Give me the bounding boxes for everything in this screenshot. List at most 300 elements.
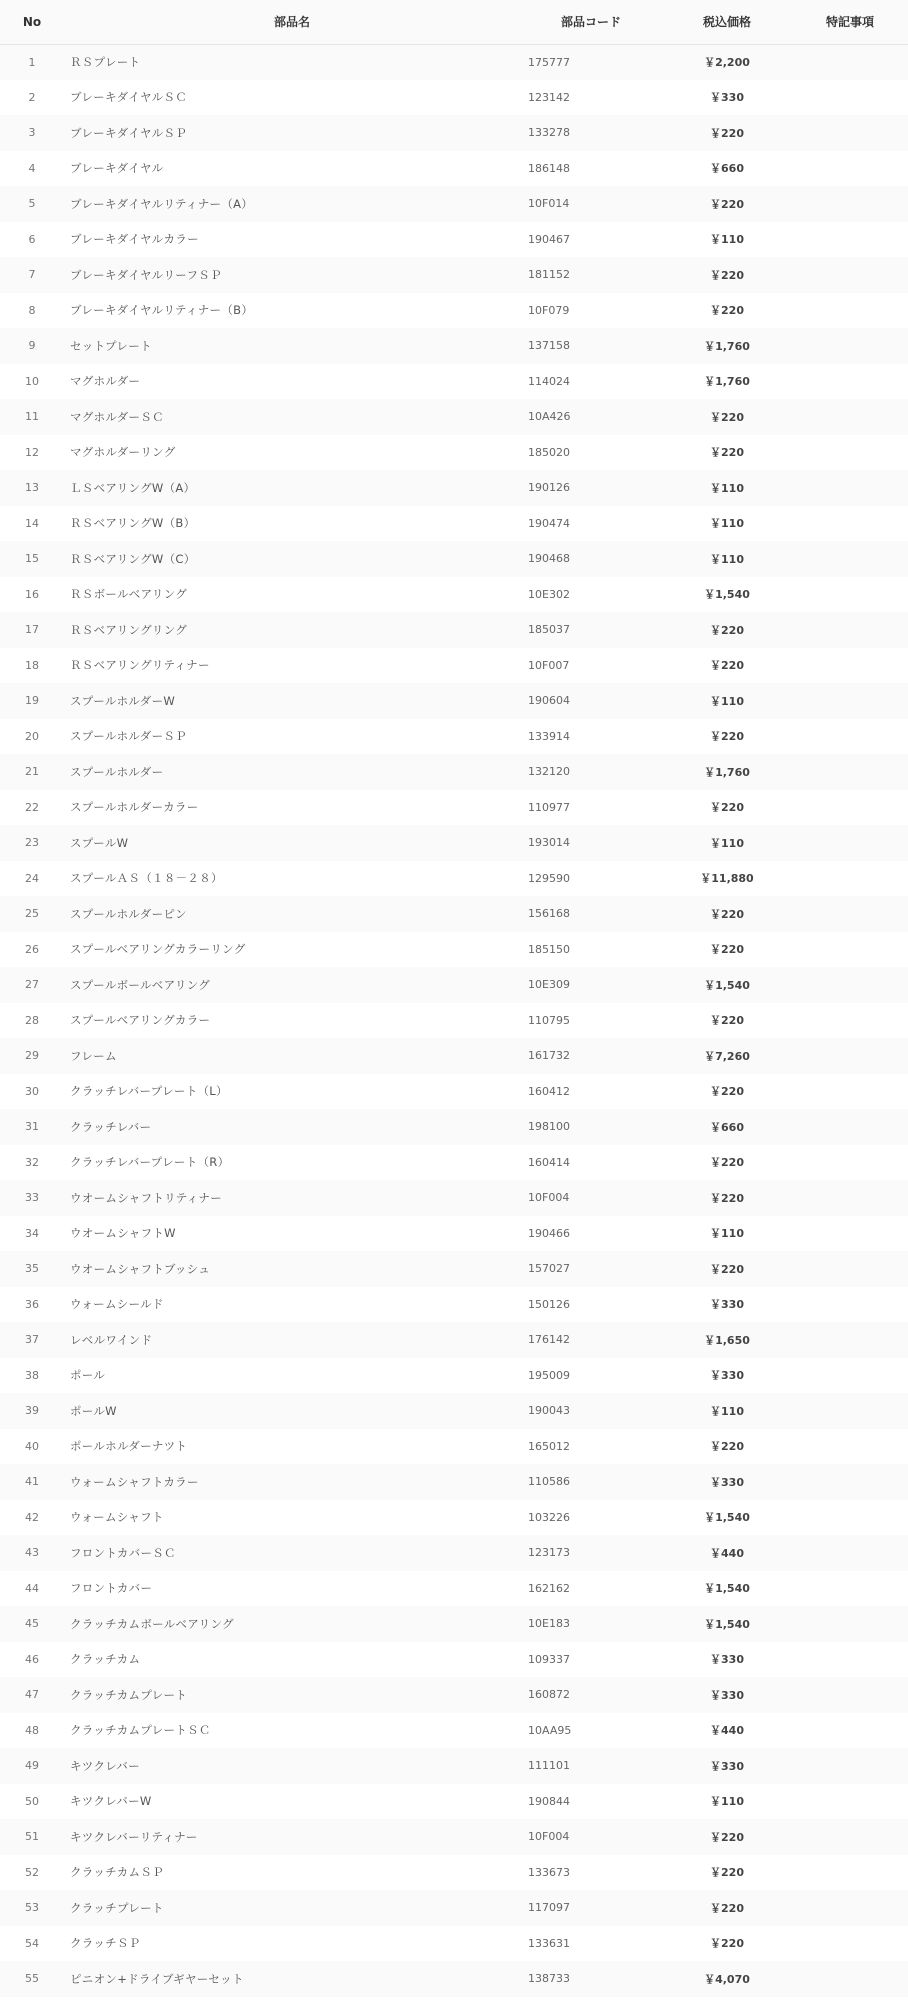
table-row — [0, 1890, 908, 1926]
row-number: 46 — [25, 1652, 39, 1666]
part-name: スプールホルダーカラー — [70, 800, 199, 815]
notes — [792, 1890, 908, 1926]
notes — [792, 612, 908, 648]
part-code: 176142 — [528, 1333, 570, 1347]
notes — [792, 1287, 908, 1323]
notes — [792, 115, 908, 151]
notes — [792, 399, 908, 435]
row-number: 24 — [25, 871, 39, 885]
table-row — [0, 1784, 908, 1820]
notes — [792, 1180, 908, 1216]
notes — [792, 1819, 908, 1855]
table-row — [0, 1677, 908, 1713]
price: ￥660 — [710, 162, 744, 176]
price: ￥220 — [710, 730, 744, 744]
notes — [792, 1926, 908, 1962]
table-row — [0, 80, 908, 116]
row-number: 11 — [25, 410, 39, 424]
price: ￥220 — [710, 197, 744, 211]
price: ￥220 — [710, 1866, 744, 1880]
part-name: スプールＡＳ（１８－２８） — [70, 871, 223, 886]
table-row — [0, 1145, 908, 1181]
row-number: 30 — [25, 1084, 39, 1098]
price: ￥220 — [710, 943, 744, 957]
price: ￥4,070 — [704, 1972, 750, 1986]
notes — [792, 470, 908, 506]
table-row — [0, 1216, 908, 1252]
table-row — [0, 896, 908, 932]
row-number: 22 — [25, 800, 39, 814]
row-number: 15 — [25, 552, 39, 566]
header-no: No — [22, 14, 42, 29]
part-code: 190604 — [528, 694, 570, 708]
table-row — [0, 648, 908, 684]
part-name: クラッチカム — [70, 1652, 141, 1667]
notes — [792, 1784, 908, 1820]
row-number: 23 — [25, 836, 39, 850]
table-row — [0, 1819, 908, 1855]
part-code: 193014 — [528, 836, 570, 850]
part-name: ブレーキダイヤル — [70, 161, 164, 176]
table-row — [0, 364, 908, 400]
part-name: ウォームシャフトカラー — [70, 1474, 199, 1489]
row-number: 51 — [25, 1830, 39, 1844]
table-row — [0, 1074, 908, 1110]
part-name: スプールボールベアリング — [70, 977, 211, 992]
row-number: 50 — [25, 1794, 39, 1808]
part-code: 129590 — [528, 871, 570, 885]
part-name: マグホルダーＳＣ — [70, 409, 164, 424]
part-name: クラッチカムＳＰ — [70, 1865, 164, 1880]
part-code: 10A426 — [528, 410, 571, 424]
price: ￥330 — [710, 1688, 744, 1702]
notes — [792, 1500, 908, 1536]
part-code: 133278 — [528, 126, 570, 140]
row-number: 47 — [25, 1688, 39, 1702]
price: ￥330 — [710, 1653, 744, 1667]
table-row — [0, 1038, 908, 1074]
notes — [792, 1677, 908, 1713]
table-row — [0, 577, 908, 613]
notes — [792, 1464, 908, 1500]
notes — [792, 541, 908, 577]
part-code: 117097 — [528, 1901, 570, 1915]
part-name: スプールベアリングカラーリング — [70, 942, 246, 957]
price: ￥220 — [710, 907, 744, 921]
part-name: クラッチプレート — [70, 1900, 164, 1915]
part-name: キツクレバーリティナー — [70, 1829, 198, 1844]
price: ￥220 — [710, 410, 744, 424]
part-code: 195009 — [528, 1368, 570, 1382]
part-code: 156168 — [528, 907, 570, 921]
price: ￥11,880 — [700, 872, 754, 886]
part-code: 160872 — [528, 1688, 570, 1702]
notes — [792, 1322, 908, 1358]
row-number: 44 — [25, 1581, 39, 1595]
part-code: 103226 — [528, 1510, 570, 1524]
header-price: 税込価格 — [702, 15, 751, 30]
row-number: 5 — [28, 197, 36, 211]
row-number: 9 — [28, 339, 36, 353]
part-code: 190474 — [528, 516, 570, 530]
part-name: フロントカバー — [70, 1581, 153, 1596]
row-number: 39 — [25, 1404, 39, 1418]
notes — [792, 1713, 908, 1749]
row-number: 49 — [25, 1759, 39, 1773]
table-row — [0, 44, 908, 80]
part-name: ＲＳベアリングリング — [70, 622, 188, 637]
notes — [792, 1003, 908, 1039]
notes — [792, 151, 908, 187]
price: ￥220 — [710, 126, 744, 140]
part-name: フロントカバーＳＣ — [70, 1545, 176, 1560]
part-code: 109337 — [528, 1652, 570, 1666]
part-code: 10AA95 — [528, 1723, 572, 1737]
notes — [792, 932, 908, 968]
price: ￥220 — [710, 1085, 744, 1099]
part-code: 110977 — [528, 800, 570, 814]
row-number: 37 — [25, 1333, 39, 1347]
part-name: クラッチレバー — [70, 1119, 152, 1134]
price: ￥110 — [710, 694, 744, 708]
price: ￥110 — [710, 836, 744, 850]
row-number: 32 — [25, 1155, 39, 1169]
row-number: 27 — [25, 978, 39, 992]
table-row — [0, 435, 908, 471]
price: ￥220 — [710, 1901, 744, 1915]
notes — [792, 1642, 908, 1678]
table-row — [0, 1713, 908, 1749]
price: ￥220 — [710, 1937, 744, 1951]
part-code: 133673 — [528, 1865, 570, 1879]
price: ￥220 — [710, 1830, 744, 1844]
table-row — [0, 790, 908, 826]
part-code: 160414 — [528, 1155, 570, 1169]
row-number: 35 — [25, 1262, 39, 1276]
row-number: 38 — [25, 1368, 39, 1382]
row-number: 4 — [28, 161, 36, 175]
part-code: 133914 — [528, 729, 570, 743]
notes — [792, 1429, 908, 1465]
row-number: 26 — [25, 942, 39, 956]
part-name: ブレーキダイヤルリティナー（A） — [70, 196, 254, 211]
price: ￥110 — [710, 481, 744, 495]
table-row — [0, 825, 908, 861]
row-number: 54 — [25, 1936, 39, 1950]
notes — [792, 222, 908, 258]
row-number: 33 — [25, 1191, 39, 1205]
notes — [792, 1535, 908, 1571]
notes — [792, 186, 908, 222]
price: ￥220 — [710, 446, 744, 460]
part-name: ブレーキダイヤルリティナー（B） — [70, 303, 254, 318]
notes — [792, 1393, 908, 1429]
row-number: 52 — [25, 1865, 39, 1879]
row-number: 14 — [25, 516, 39, 530]
part-code: 165012 — [528, 1439, 570, 1453]
part-name: ブレーキダイヤルカラー — [70, 232, 199, 247]
row-number: 48 — [25, 1723, 39, 1737]
price: ￥220 — [710, 1262, 744, 1276]
table-row — [0, 293, 908, 329]
part-code: 181152 — [528, 268, 570, 282]
part-code: 175777 — [528, 55, 570, 69]
price: ￥1,760 — [704, 375, 750, 389]
notes — [792, 648, 908, 684]
part-code: 162162 — [528, 1581, 570, 1595]
row-number: 53 — [25, 1901, 39, 1915]
price: ￥110 — [710, 1795, 744, 1809]
table-row — [0, 328, 908, 364]
part-name: キツクレバーW — [70, 1794, 152, 1809]
notes — [792, 435, 908, 471]
notes — [792, 364, 908, 400]
notes — [792, 1109, 908, 1145]
price: ￥220 — [710, 1014, 744, 1028]
notes — [792, 1358, 908, 1394]
price: ￥220 — [710, 268, 744, 282]
notes — [792, 577, 908, 613]
table-row — [0, 1429, 908, 1465]
row-number: 55 — [25, 1972, 39, 1986]
price: ￥1,540 — [704, 1511, 750, 1525]
price: ￥330 — [710, 1369, 744, 1383]
part-code: 10F004 — [528, 1191, 570, 1205]
row-number: 42 — [25, 1510, 39, 1524]
notes — [792, 1145, 908, 1181]
price: ￥660 — [710, 1120, 744, 1134]
part-name: ウオームシャフトリティナー — [70, 1190, 223, 1205]
table-row — [0, 1606, 908, 1642]
notes — [792, 1074, 908, 1110]
part-name: ＲＳベアリングW（C） — [70, 551, 196, 566]
table-row — [0, 1961, 908, 1997]
part-name: ウオームシャフトブッシュ — [70, 1261, 210, 1276]
header-part-code: 部品コード — [560, 15, 621, 30]
table-row — [0, 115, 908, 151]
price: ￥220 — [710, 623, 744, 637]
price: ￥110 — [710, 1227, 744, 1241]
part-code: 111101 — [528, 1759, 570, 1773]
part-name: クラッチカムプレート — [70, 1687, 188, 1702]
price: ￥110 — [710, 233, 744, 247]
part-name: ブレーキダイヤルＳＣ — [70, 90, 188, 105]
table-row — [0, 1535, 908, 1571]
part-name: ポールホルダーナツト — [70, 1439, 188, 1454]
table-row — [0, 1571, 908, 1607]
part-name: レベルワインド — [70, 1332, 153, 1347]
table-row — [0, 861, 908, 897]
part-name: ポールW — [70, 1403, 117, 1418]
part-code: 185150 — [528, 942, 570, 956]
part-code: 161732 — [528, 1049, 570, 1063]
part-code: 190468 — [528, 552, 570, 566]
row-number: 34 — [25, 1226, 39, 1240]
price: ￥220 — [710, 801, 744, 815]
table-row — [0, 1855, 908, 1891]
part-name: クラッチカムボールベアリング — [70, 1616, 234, 1631]
row-number: 3 — [28, 126, 36, 140]
part-code: 186148 — [528, 161, 570, 175]
row-number: 10 — [25, 374, 39, 388]
row-number: 17 — [25, 623, 39, 637]
notes — [792, 754, 908, 790]
price: ￥1,540 — [704, 978, 750, 992]
price: ￥1,540 — [704, 1617, 750, 1631]
part-code: 185037 — [528, 623, 570, 637]
part-code: 157027 — [528, 1262, 570, 1276]
part-name: マグホルダーリング — [70, 445, 176, 460]
part-name: クラッチカムプレートＳＣ — [70, 1723, 211, 1738]
part-code: 10F004 — [528, 1830, 570, 1844]
table-row — [0, 506, 908, 542]
part-name: ＬＳベアリングW（A） — [70, 480, 196, 495]
part-name: クラッチレバープレート（L） — [70, 1084, 228, 1099]
table-row — [0, 1322, 908, 1358]
part-code: 123142 — [528, 90, 570, 104]
notes — [792, 719, 908, 755]
part-code: 110586 — [528, 1475, 570, 1489]
part-name: クラッチレバープレート（R） — [70, 1155, 230, 1170]
part-name: スプールホルダーW — [70, 693, 176, 708]
notes — [792, 825, 908, 861]
price: ￥1,540 — [704, 1582, 750, 1596]
part-code: 110795 — [528, 1013, 570, 1027]
notes — [792, 1961, 908, 1997]
table-row — [0, 612, 908, 648]
table-row — [0, 754, 908, 790]
part-name: ウオームシャフトW — [70, 1226, 176, 1241]
row-number: 13 — [25, 481, 39, 495]
part-name: ＲＳベアリングリティナー — [70, 658, 210, 673]
table-row — [0, 1748, 908, 1784]
table-row — [0, 967, 908, 1003]
table-row — [0, 1287, 908, 1323]
notes — [792, 506, 908, 542]
table-row — [0, 1464, 908, 1500]
row-number: 21 — [25, 765, 39, 779]
row-number: 25 — [25, 907, 39, 921]
notes — [792, 328, 908, 364]
part-code: 133631 — [528, 1936, 570, 1950]
header-row — [0, 0, 908, 44]
price: ￥440 — [710, 1546, 744, 1560]
price: ￥1,760 — [704, 339, 750, 353]
part-name: スプールベアリングカラー — [70, 1013, 211, 1028]
table-body — [0, 44, 908, 1997]
price: ￥110 — [710, 1404, 744, 1418]
price: ￥330 — [710, 1298, 744, 1312]
price: ￥1,760 — [704, 765, 750, 779]
part-code: 132120 — [528, 765, 570, 779]
notes — [792, 861, 908, 897]
notes — [792, 790, 908, 826]
table-row — [0, 1180, 908, 1216]
notes — [792, 1251, 908, 1287]
notes — [792, 257, 908, 293]
row-number: 20 — [25, 729, 39, 743]
part-name: スプールホルダー — [70, 764, 164, 779]
notes — [792, 1038, 908, 1074]
price: ￥1,540 — [704, 588, 750, 602]
notes — [792, 1216, 908, 1252]
price: ￥1,650 — [704, 1333, 750, 1347]
row-number: 40 — [25, 1439, 39, 1453]
table-row — [0, 470, 908, 506]
row-number: 2 — [28, 90, 36, 104]
price: ￥330 — [710, 1475, 744, 1489]
part-code: 190466 — [528, 1226, 570, 1240]
notes — [792, 1748, 908, 1784]
row-number: 45 — [25, 1617, 39, 1631]
row-number: 12 — [25, 445, 39, 459]
part-name: ピニオン+ドライブギヤーセット — [70, 1971, 244, 1986]
part-code: 150126 — [528, 1297, 570, 1311]
table-row — [0, 1500, 908, 1536]
table-row — [0, 541, 908, 577]
table-row — [0, 932, 908, 968]
row-number: 1 — [28, 55, 36, 69]
part-code: 114024 — [528, 374, 570, 388]
price: ￥110 — [710, 517, 744, 531]
price: ￥220 — [710, 659, 744, 673]
notes — [792, 683, 908, 719]
table-row — [0, 257, 908, 293]
part-code: 190467 — [528, 232, 570, 246]
table-row — [0, 222, 908, 258]
row-number: 43 — [25, 1546, 39, 1560]
table-row — [0, 1393, 908, 1429]
notes — [792, 44, 908, 80]
price: ￥220 — [710, 1156, 744, 1170]
part-name: ウォームシールド — [70, 1297, 164, 1312]
part-name: ブレーキダイヤルＳＰ — [70, 125, 188, 140]
part-name: クラッチＳＰ — [70, 1936, 141, 1951]
row-number: 28 — [25, 1013, 39, 1027]
row-number: 31 — [25, 1120, 39, 1134]
notes — [792, 1606, 908, 1642]
table-row — [0, 399, 908, 435]
price: ￥440 — [710, 1724, 744, 1738]
table-row — [0, 1109, 908, 1145]
table-row — [0, 1642, 908, 1678]
part-code: 10F007 — [528, 658, 570, 672]
part-code: 10F079 — [528, 303, 570, 317]
price: ￥220 — [710, 1191, 744, 1205]
notes — [792, 1571, 908, 1607]
table-row — [0, 719, 908, 755]
part-name: スプールW — [70, 835, 129, 850]
part-code: 123173 — [528, 1546, 570, 1560]
row-number: 8 — [28, 303, 36, 317]
price: ￥110 — [710, 552, 744, 566]
part-code: 10E309 — [528, 978, 570, 992]
part-name: ブレーキダイヤルリーフＳＰ — [70, 267, 222, 282]
price: ￥220 — [710, 304, 744, 318]
part-name: フレーム — [70, 1048, 117, 1063]
part-code: 10F014 — [528, 197, 570, 211]
row-number: 16 — [25, 587, 39, 601]
price: ￥330 — [710, 1759, 744, 1773]
header-notes: 特記事項 — [825, 15, 874, 30]
part-name: セットプレート — [70, 338, 152, 353]
table-row — [0, 186, 908, 222]
part-name: ウォームシャフト — [70, 1510, 164, 1525]
price: ￥220 — [710, 1440, 744, 1454]
header-part-name: 部品名 — [273, 15, 310, 30]
table-row — [0, 151, 908, 187]
part-name: ＲＳベアリングW（B） — [70, 516, 196, 531]
